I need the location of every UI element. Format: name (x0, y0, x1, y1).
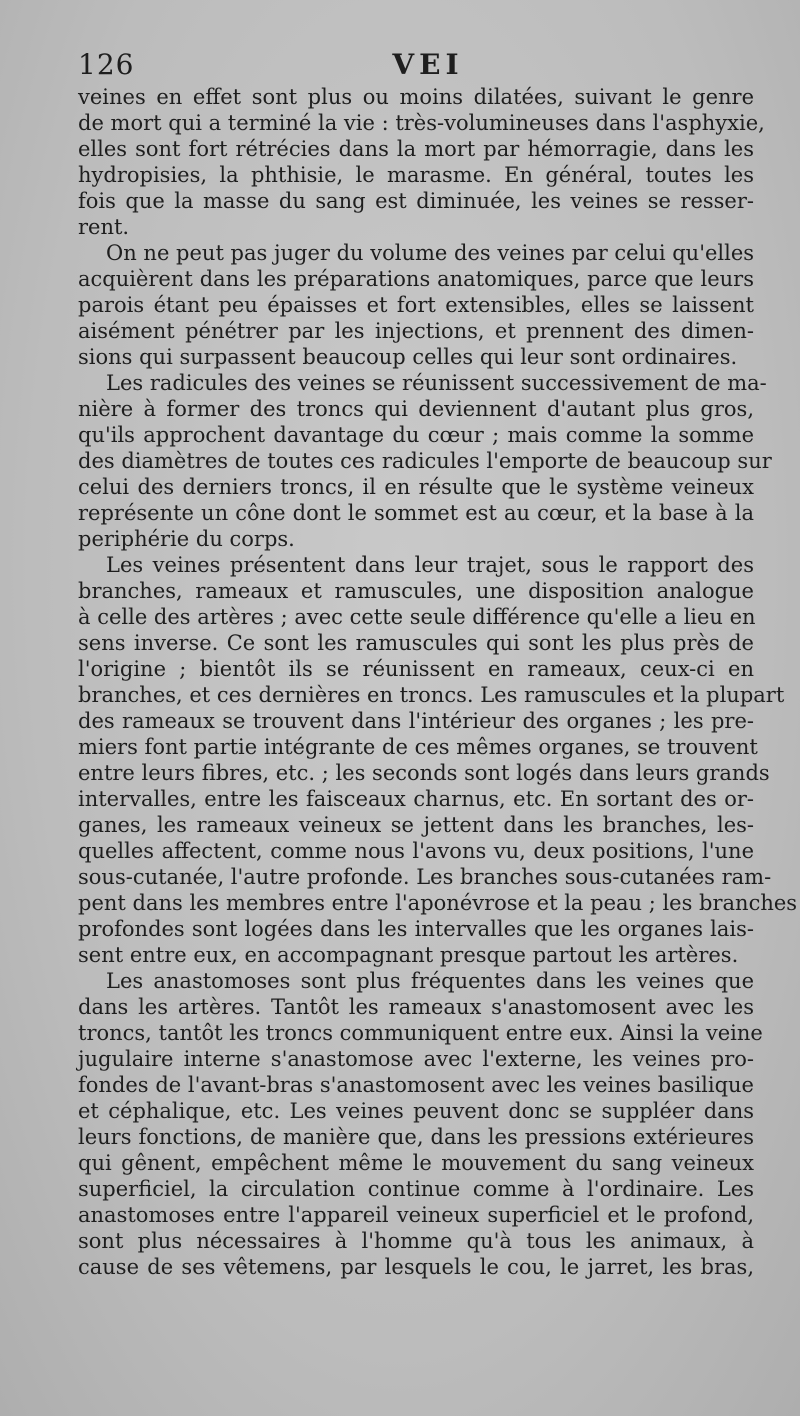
paragraph (78, 84, 765, 240)
text-line: qui gênent, empêchent même le mouvement du sang veineux (78, 1151, 754, 1175)
running-headword: VEI (392, 48, 464, 81)
text-line: pent dans les membres entre l'aponévrose et la peau ; les branches (78, 891, 798, 915)
text-line: periphérie du corps. (78, 527, 295, 551)
text-line: Les veines présentent dans leur trajet, sous le rapport des (106, 553, 754, 577)
running-head (78, 48, 758, 88)
text-line: acquièrent dans les préparations anatomiques, parce que leurs (78, 267, 754, 291)
text-line: leurs fonctions, de manière que, dans les pressions extérieures (78, 1125, 754, 1149)
body-text (78, 84, 798, 1280)
text-line: nière à former des troncs qui deviennent d'autant plus gros, (78, 397, 754, 421)
text-line: anastomoses entre l'appareil veineux superficiel et le profond, (78, 1203, 754, 1227)
text-line: branches, rameaux et ramuscules, une disposition analogue (78, 579, 754, 603)
text-line: Les radicules des veines se réunissent successivement de ma- (106, 371, 767, 395)
text-line: représente un cône dont le sommet est au cœur, et la base à la (78, 501, 754, 525)
text-line: parois étant peu épaisses et fort extensibles, elles se laissent (78, 293, 754, 317)
paragraph (78, 552, 798, 968)
text-line: branches, et ces dernières en troncs. Les ramuscules et la plupart (78, 683, 785, 707)
text-line: entre leurs fibres, etc. ; les seconds sont logés dans leurs grands (78, 761, 770, 785)
text-line: jugulaire interne s'anastomose avec l'externe, les veines pro- (78, 1047, 754, 1071)
paragraph (78, 370, 772, 552)
text-line: l'origine ; bientôt ils se réunissent en rameaux, ceux-ci en (78, 657, 754, 681)
text-line: superficiel, la circulation continue comme à l'ordinaire. Les (78, 1177, 754, 1201)
page-number: 126 (78, 48, 135, 81)
text-line: des rameaux se trouvent dans l'intérieur des organes ; les pre- (78, 709, 754, 733)
text-line: elles sont fort rétrécies dans la mort par hémorragie, dans les (78, 137, 754, 161)
text-line: fois que la masse du sang est diminuée, les veines se resser- (78, 189, 754, 213)
text-line: sent entre eux, en accompagnant presque partout les artères. (78, 943, 739, 967)
text-line: celui des derniers troncs, il en résulte que le système veineux (78, 475, 754, 499)
text-line: sont plus nécessaires à l'homme qu'à tous les animaux, à (78, 1229, 754, 1253)
text-line: et céphalique, etc. Les veines peuvent donc se suppléer dans (78, 1099, 754, 1123)
text-line: aisément pénétrer par les injections, et prennent des dimen- (78, 319, 754, 343)
text-line: de mort qui a terminé la vie : très-volumineuses dans l'asphyxie, (78, 111, 765, 135)
text-line: à celle des artères ; avec cette seule différence qu'elle a lieu en (78, 605, 756, 629)
text-line: rent. (78, 215, 130, 239)
text-line: On ne peut pas juger du volume des veines par celui qu'elles (106, 241, 755, 265)
text-line: troncs, tantôt les troncs communiquent entre eux. Ainsi la veine (78, 1021, 763, 1045)
text-line: sens inverse. Ce sont les ramuscules qui sont les plus près de (78, 631, 754, 655)
text-line: sous-cutanée, l'autre profonde. Les branches sous-cutanées ram- (78, 865, 772, 889)
text-line: dans les artères. Tantôt les rameaux s'anastomosent avec les (78, 995, 754, 1019)
paragraph (78, 240, 754, 370)
text-line: quelles affectent, comme nous l'avons vu, deux positions, l'une (78, 839, 754, 863)
text-line: intervalles, entre les faisceaux charnus, etc. En sortant des or- (78, 787, 754, 811)
text-line: hydropisies, la phthisie, le marasme. En général, toutes les (78, 163, 754, 187)
text-line: veines en effet sont plus ou moins dilatées, suivant le genre (78, 85, 754, 109)
text-line: Les anastomoses sont plus fréquentes dans les veines que (106, 969, 754, 993)
text-line: miers font partie intégrante de ces mêmes organes, se trouvent (78, 735, 758, 759)
paragraph (78, 968, 763, 1280)
text-line: ganes, les rameaux veineux se jettent dans les branches, les- (78, 813, 754, 837)
text-line: cause de ses vêtemens, par lesquels le cou, le jarret, les bras, (78, 1255, 754, 1279)
text-line: qu'ils approchent davantage du cœur ; mais comme la somme (78, 423, 754, 447)
text-line: des diamètres de toutes ces radicules l'emporte de beaucoup sur (78, 449, 772, 473)
text-line: profondes sont logées dans les intervalles que les organes lais- (78, 917, 754, 941)
text-line: sions qui surpassent beaucoup celles qui leur sont ordinaires. (78, 345, 738, 369)
text-line: fondes de l'avant-bras s'anastomosent avec les veines basilique (78, 1073, 754, 1097)
